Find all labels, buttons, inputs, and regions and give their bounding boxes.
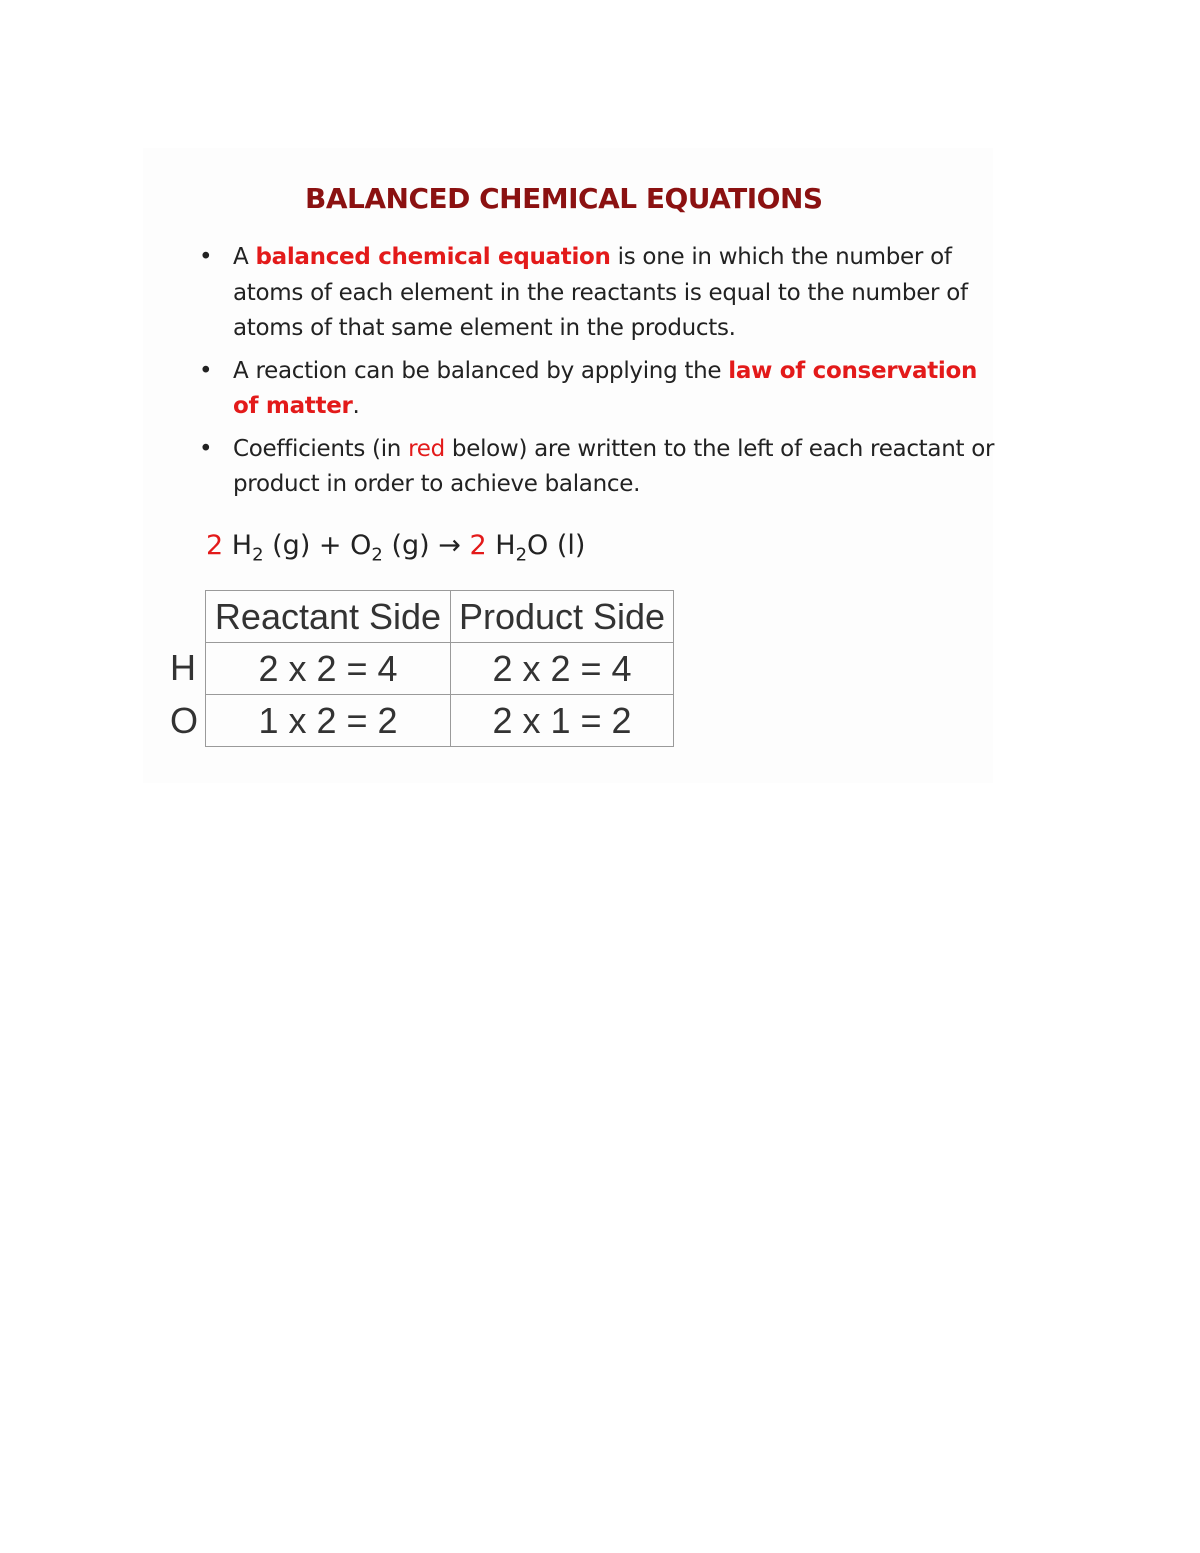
bullet-text: A [233,244,256,270]
subscript: 2 [252,544,264,566]
table-header-row [206,591,674,643]
table-cell: 2 x 2 = 4 [451,643,674,695]
formula-symbol: H [231,530,253,561]
table-cell: 1 x 2 = 2 [206,695,451,747]
subscript: 2 [515,544,528,566]
state-text: (g) + [272,530,342,561]
table-row [206,643,674,695]
state-text: O (l) [527,530,586,561]
bullet-highlight: balanced chemical equation [255,244,611,270]
bullet-item [195,354,995,425]
element-label-h: H [170,647,196,688]
bullet-dot-icon: • [199,357,213,384]
bullet-text: below) are written to the left of each reactant or product in order to achieve balance. [233,435,995,497]
bullet-highlight: law of conservation of matter [233,357,978,419]
column-header: Reactant Side [206,591,451,643]
formula-symbol: O [350,530,372,561]
state-text: (g) → [391,530,461,561]
element-label-o: O [170,700,199,741]
formula-symbol: H [495,530,516,561]
bullet-dot-icon: • [199,244,213,270]
bullet-text: A reaction can be balanced by applying the [233,357,729,384]
bullet-text: . [352,393,360,419]
table-cell: 2 x 2 = 4 [206,643,451,695]
bullet-dot-icon: • [199,435,213,462]
column-header: Product Side [451,591,674,643]
bullet-highlight: red [408,435,445,462]
coefficient: 2 [206,530,224,561]
bullet-item [195,240,995,347]
table-row [206,695,674,747]
table-cell: 2 x 1 = 2 [451,695,674,747]
bullet-text: Coefficients (in [233,435,409,462]
chemical-equation [206,530,585,565]
page-title: BALANCED CHEMICAL EQUATIONS [305,182,823,215]
coefficient: 2 [469,530,487,561]
bullet-text: is one in which the number of atoms of each element in the reactants is equal to the number of atoms of that same element in the products. [233,244,968,341]
bullet-list [195,240,995,510]
balance-table [205,590,674,747]
bullet-item [195,432,995,503]
subscript: 2 [371,544,383,566]
